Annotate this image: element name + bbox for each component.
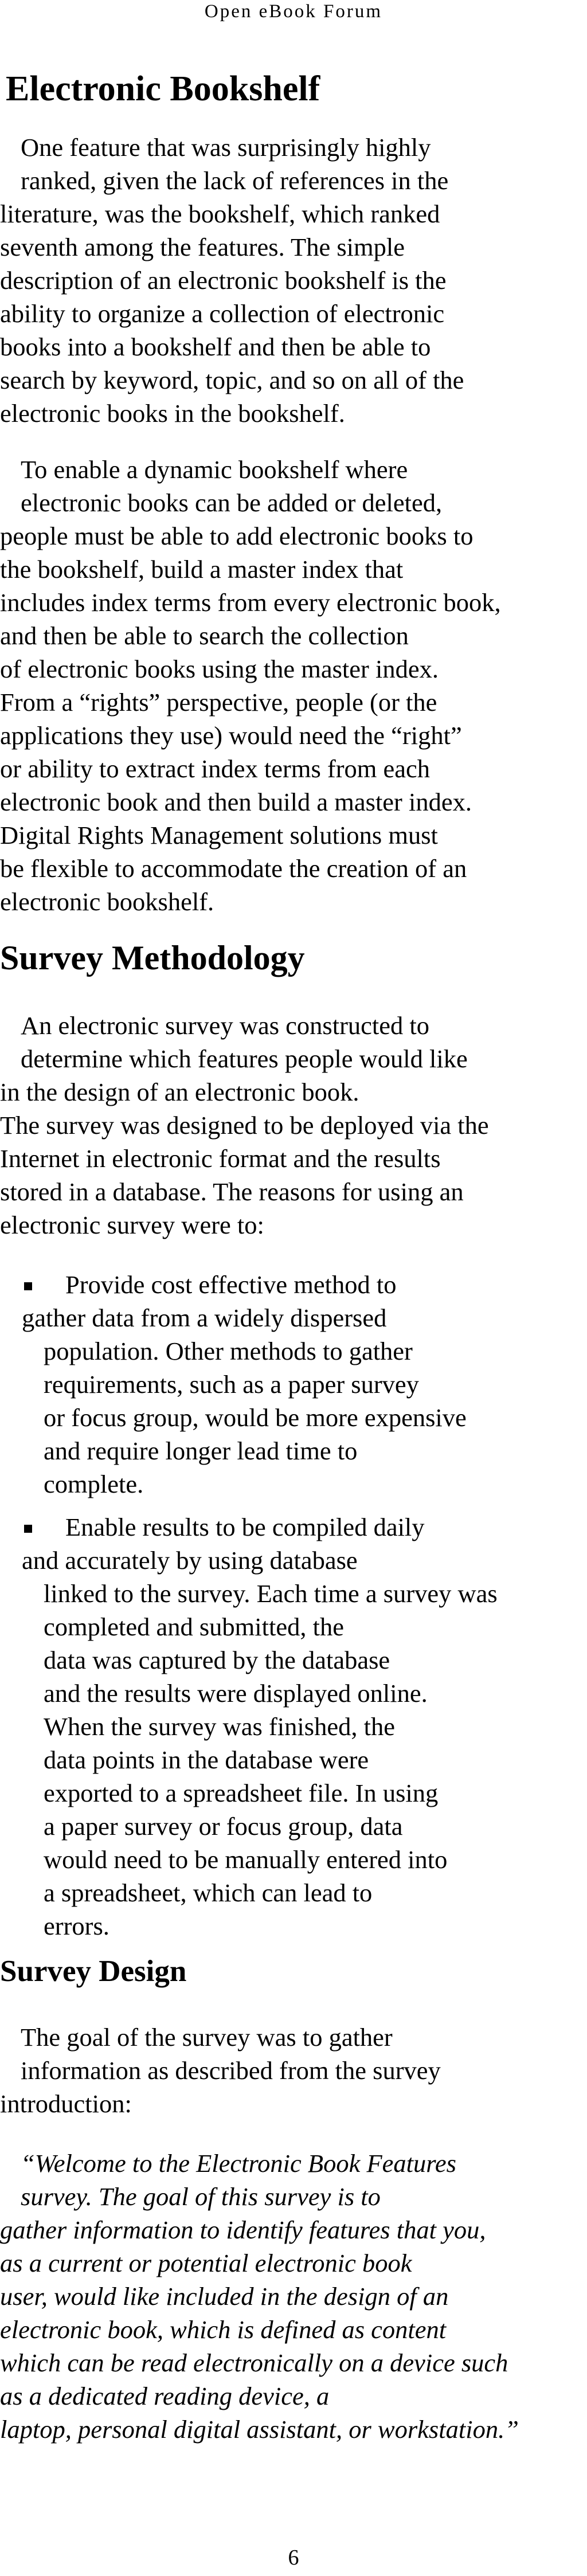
text-line: requirements, such as a paper survey [44, 1370, 419, 1399]
methodology-paragraph [0, 1009, 587, 1242]
text-line: people must be able to add electronic books to [0, 522, 473, 550]
bookshelf-paragraph-2 [0, 453, 587, 918]
text-line: in the design of an electronic book. [0, 1078, 359, 1106]
text-line: Digital Rights Management solutions must [0, 821, 438, 849]
text-line: and require longer lead time to [44, 1436, 358, 1465]
text-line: books into a bookshelf and then be able to [0, 332, 431, 361]
heading-electronic-bookshelf: Electronic Bookshelf [6, 69, 320, 108]
text-line: and accurately by using database [22, 1546, 358, 1575]
bullet-item-2 [0, 1510, 587, 1943]
text-line: Internet in electronic format and the results [0, 1144, 441, 1173]
text-line: completed and submitted, the [44, 1612, 344, 1641]
text-line: or focus group, would be more expensive [44, 1403, 467, 1432]
text-line: electronic books in the bookshelf. [0, 399, 345, 428]
text-line: be flexible to accommodate the creation of an [0, 854, 467, 883]
text-line: electronic books can be added or deleted, [21, 488, 443, 517]
text-line: determine which features people would like [21, 1044, 468, 1073]
quote-line: which can be read electronically on a device such [0, 2348, 508, 2377]
text-line: An electronic survey was constructed to [21, 1011, 429, 1040]
text-line: of electronic books using the master index. [0, 655, 439, 683]
text-line: information as described from the survey [21, 2056, 441, 2085]
text-line: and the results were displayed online. [44, 1679, 428, 1708]
quote-line: “Welcome to the Electronic Book Features [21, 2149, 456, 2178]
text-line: electronic survey were to: [0, 1211, 264, 1239]
text-line: a paper survey or focus group, data [44, 1812, 403, 1841]
text-line: includes index terms from every electronic book, [0, 588, 501, 617]
text-line: stored in a database. The reasons for using an [0, 1177, 464, 1206]
bullet-item-1 [0, 1268, 587, 1501]
text-line: From a “rights” perspective, people (or the [0, 688, 437, 717]
running-header: Open eBook Forum [204, 1, 383, 22]
text-line: complete. [44, 1470, 144, 1498]
text-line: One feature that was surprisingly highly [21, 133, 431, 162]
text-line: search by keyword, topic, and so on all of the [0, 366, 464, 394]
text-line: introduction: [0, 2089, 132, 2118]
quote-line: as a current or potential electronic book [0, 2249, 412, 2277]
text-line: electronic bookshelf. [0, 887, 214, 916]
text-line: description of an electronic bookshelf is the [0, 266, 447, 295]
text-line: a spreadsheet, which can lead to [44, 1878, 373, 1907]
text-line: The goal of the survey was to gather [21, 2023, 393, 2052]
text-line: To enable a dynamic bookshelf where [21, 455, 408, 484]
quote-line: electronic book, which is defined as content [0, 2315, 447, 2344]
survey-intro-quote [0, 2147, 587, 2446]
heading-survey-methodology: Survey Methodology [0, 939, 305, 977]
text-line: Provide cost effective method to [65, 1270, 397, 1299]
text-line: would need to be manually entered into [44, 1845, 448, 1874]
heading-survey-design: Survey Design [0, 1955, 187, 1988]
text-line: exported to a spreadsheet file. In using [44, 1779, 439, 1807]
text-line: When the survey was finished, the [44, 1712, 395, 1741]
page-number: 6 [288, 2546, 299, 2570]
text-line: ranked, given the lack of references in the [21, 166, 449, 195]
text-line: the bookshelf, build a master index that [0, 555, 404, 584]
text-line: errors. [44, 1912, 109, 1940]
quote-line: survey. The goal of this survey is to [21, 2182, 381, 2211]
text-line: electronic book and then build a master index. [0, 788, 472, 816]
text-line: seventh among the features. The simple [0, 233, 405, 261]
text-line: data points in the database were [44, 1745, 369, 1774]
text-line: The survey was designed to be deployed via the [0, 1111, 489, 1140]
text-line: linked to the survey. Each time a survey was [44, 1579, 498, 1608]
quote-line: gather information to identify features that you, [0, 2215, 486, 2244]
text-line: applications they use) would need the “right” [0, 721, 462, 750]
quote-line: user, would like included in the design of an [0, 2282, 449, 2311]
text-line: ability to organize a collection of electronic [0, 299, 445, 328]
quote-line: as a dedicated reading device, a [0, 2382, 330, 2410]
design-paragraph [0, 2021, 587, 2120]
text-line: or ability to extract index terms from each [0, 754, 431, 783]
text-line: Enable results to be compiled daily [65, 1513, 425, 1541]
text-line: and then be able to search the collection [0, 621, 409, 650]
text-line: data was captured by the database [44, 1646, 390, 1674]
quote-line: laptop, personal digital assistant, or workstation.” [0, 2415, 519, 2444]
text-line: literature, was the bookshelf, which ranked [0, 199, 440, 228]
text-line: population. Other methods to gather [44, 1337, 413, 1365]
bookshelf-paragraph-1 [0, 131, 587, 430]
text-line: gather data from a widely dispersed [22, 1303, 387, 1332]
